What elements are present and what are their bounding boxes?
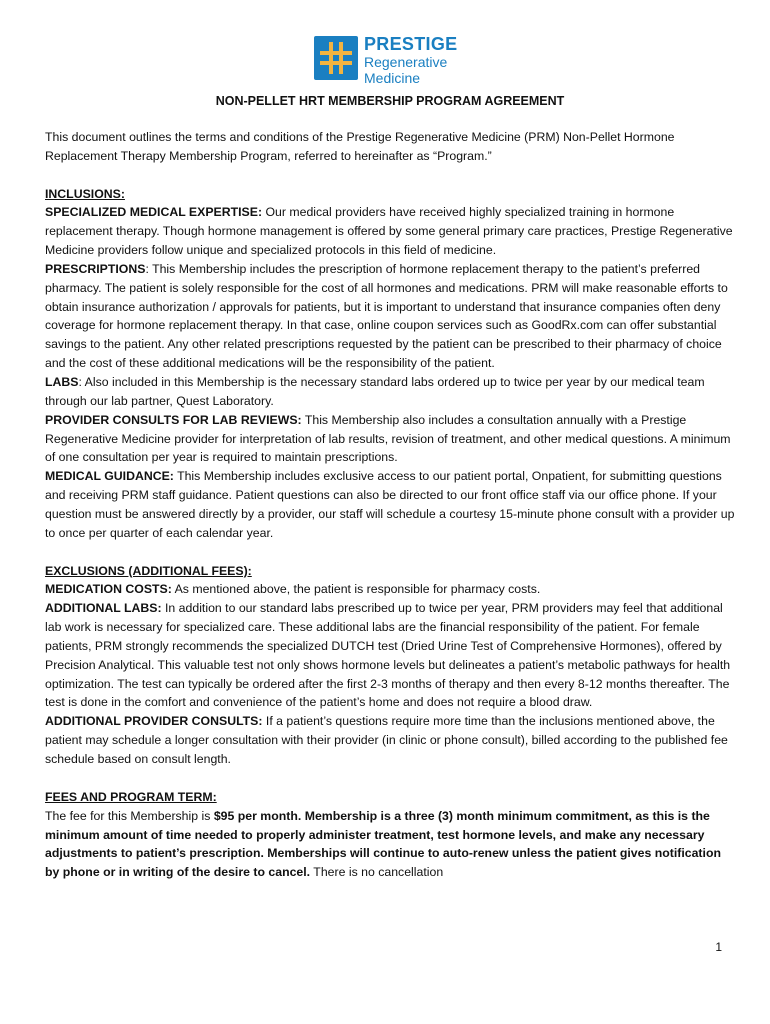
consults-paragraph bbox=[45, 411, 735, 468]
prestige-logo bbox=[314, 36, 457, 85]
cross-logo-icon bbox=[314, 36, 358, 80]
expertise-label: SPECIALIZED MEDICAL EXPERTISE: bbox=[45, 205, 263, 220]
page-number: 1 bbox=[715, 940, 722, 954]
fees-heading: FEES AND PROGRAM TERM: bbox=[45, 789, 217, 804]
fees-paragraph bbox=[45, 807, 735, 882]
guidance-paragraph bbox=[45, 467, 735, 542]
medication-costs-paragraph bbox=[45, 580, 735, 599]
fees-bold: $95 per month. Membership is a three (3) month minimum commitment, as this is the minimum amount of time needed to properly administer treatment, test hormone levels, and make any necessary adjustments to patient’s prescription. Memberships will continue to auto-renew unless the patient gives notification by phone or in writing of the desire to cancel. bbox=[45, 808, 721, 880]
guidance-label: MEDICAL GUIDANCE: bbox=[45, 469, 174, 484]
labs-paragraph bbox=[45, 373, 735, 411]
logo-line2: Medicine bbox=[364, 70, 421, 86]
prescriptions-text: : This Membership includes the prescription of hormone replacement therapy to the patient’s preferred pharmacy. The patient is solely responsible for the cost of all hormones and medications. PRM will make reasonable efforts to obtain insurance authorization / approvals for patients, but it is important to understand that insurance companies often deny coverage for hormone replacement therapy. In that case, online coupon services such as GoodRx.com can offer substantial savings to the patient. Any other related prescriptions requested by the patient can be prescribed to their pharmacy of choice and the cost of these additional medications will be the responsibility of the patient. bbox=[45, 261, 728, 371]
fees-lead: The fee for this Membership is bbox=[45, 808, 214, 823]
prescriptions-paragraph bbox=[45, 260, 735, 373]
prescriptions-label: PRESCRIPTIONS bbox=[45, 261, 146, 276]
consults-text: This Membership also includes a consultation annually with a Prestige Regenerative Medicine provider for interpretation of lab results, revision of treatment, and other medical questions. A minimum of one consultation per year is required to maintain prescriptions. bbox=[45, 412, 731, 465]
expertise-text: Our medical providers have received highly specialized training in hormone replacement therapy. Though hormone management is offered by some general primary care practices, Prestige Regenerative Medicine providers follow unique and specialized protocols in this field of medicine. bbox=[45, 205, 733, 258]
labs-label: LABS bbox=[45, 374, 79, 389]
inclusions-heading: INCLUSIONS: bbox=[45, 186, 125, 201]
additional-labs-label: ADDITIONAL LABS: bbox=[45, 601, 162, 616]
intro-paragraph: This document outlines the terms and conditions of the Prestige Regenerative Medicine (PRM) Non-Pellet Hormone Replacement Therapy Membership Program, referred to hereinafter as “Program.” bbox=[45, 129, 675, 163]
additional-consults-text: If a patient’s questions require more time than the inclusions mentioned above, the patient may schedule a longer consultation with their provider (in clinic or phone consult), billed according to the published fee schedule based on consult length. bbox=[45, 714, 728, 766]
additional-consults-paragraph bbox=[45, 712, 735, 769]
additional-labs-text: In addition to our standard labs prescribed up to twice per year, PRM providers may feel that additional lab work is necessary for specialized care. These additional labs are the financial responsibility of the patient. For female patients, PRM strongly recommends the specialized DUTCH test (Dried Urine Test of Comprehensive Hormones), offered by Precision Analytical. This valuable test not only shows hormone levels but delineates a patient’s metabolic pathways for health optimization. The test can typically be ordered after the first 2-3 months of therapy and then every 8-12 months thereafter. The test is done in the comfort and convenience of the patient’s home and does not require a blood draw. bbox=[45, 601, 731, 710]
logo-line1: Regenerative bbox=[364, 54, 448, 70]
exclusions-heading: EXCLUSIONS (ADDITIONAL FEES): bbox=[45, 563, 252, 578]
document-title: NON-PELLET HRT MEMBERSHIP PROGRAM AGREEMENT bbox=[215, 94, 565, 108]
expertise-paragraph bbox=[45, 203, 735, 260]
additional-consults-label: ADDITIONAL PROVIDER CONSULTS: bbox=[45, 714, 263, 729]
medication-costs-text: As mentioned above, the patient is responsible for pharmacy costs. bbox=[171, 582, 541, 597]
labs-text: : Also included in this Membership is the necessary standard labs ordered up to twice per year by our medical team through our lab partner, Quest Laboratory. bbox=[45, 374, 705, 408]
fees-tail: There is no cancellation bbox=[310, 865, 444, 880]
guidance-text: This Membership includes exclusive access to our patient portal, Onpatient, for submitting questions and receiving PRM staff guidance. Patient questions can also be directed to our front office staff via our office phone. If your question must be answered directly by a provider, our staff will schedule a courtesy 15-minute phone consult with a provider up to once per quarter of each calendar year. bbox=[45, 469, 735, 540]
medication-costs-label: MEDICATION COSTS: bbox=[45, 582, 172, 597]
additional-labs-paragraph bbox=[45, 599, 735, 712]
logo-brand: PRESTIGE bbox=[364, 34, 458, 54]
consults-label: PROVIDER CONSULTS FOR LAB REVIEWS: bbox=[45, 412, 302, 427]
document-body bbox=[45, 92, 735, 882]
